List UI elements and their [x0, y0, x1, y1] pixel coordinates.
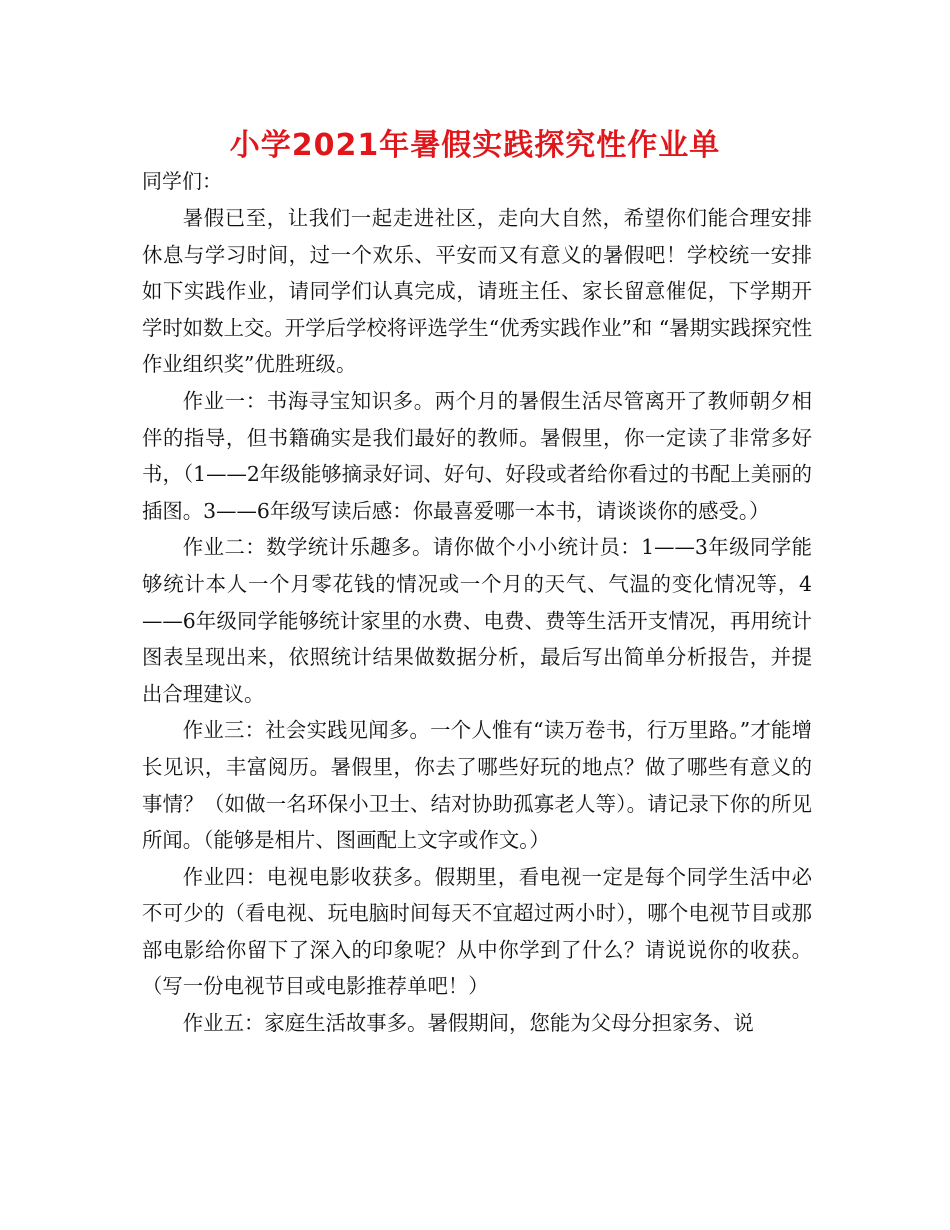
- assignment-one-paragraph: 作业一：书海寻宝知识多。两个月的暑假生活尽管离开了教师朝夕相伴的指导，但书籍确实是我们最好的教师。暑假里，你一定读了非常多好书，（1——2年级能够摘录好词、好句、好段或者给你看过的书配上美丽的插图。3——6年级写读后感：你最喜爱哪一本书，请谈谈你的感受。）: [142, 388, 812, 523]
- greeting-text: 同学们：: [142, 169, 222, 193]
- assignment-four-paragraph: 作业四：电视电影收获多。假期里，看电视一定是每个同学生活中必不可少的（看电视、玩电脑时间每天不宜超过两小时），哪个电视节目或那部电影给你留下了深入的印象呢？从中你学到了什么？请说说你的收获。（写一份电视节目或电影推荐单吧！）: [142, 864, 812, 999]
- document-title: 小学2021年暑假实践探究性作业单: [229, 128, 721, 163]
- assignment-three-paragraph: 作业三：社会实践见闻多。一个人惟有“读万卷书，行万里路。”才能增长见识，丰富阅历。暑假里，你去了哪些好玩的地点？做了哪些有意义的事情？（如做一名环保小卫士、结对协助孤寡老人等）。请记录下你的所见所闻。（能够是相片、图画配上文字或作文。）: [142, 718, 812, 853]
- assignment-five-paragraph: 作业五：家庭生活故事多。暑假期间，您能为父母分担家务、说: [182, 1011, 754, 1036]
- document-body: [142, 200, 812, 1042]
- assignment-two-paragraph: 作业二：数学统计乐趣多。请你做个小小统计员：1——3年级同学能够统计本人一个月零花钱的情况或一个月的天气、气温的变化情况等，4——6年级同学能够统计家里的水费、电费、费等生活开支情况，再用统计图表呈现出来，依照统计结果做数据分析，最后写出简单分析报告，并提出合理建议。: [142, 535, 812, 706]
- intro-paragraph: 暑假已至，让我们一起走进社区，走向大自然，希望你们能合理安排休息与学习时间，过一个欢乐、平安而又有意义的暑假吧！学校统一安排如下实践作业，请同学们认真完成，请班主任、家长留意催促，下学期开学时如数上交。开学后学校将评选学生“优秀实践作业”和 “暑期实践探究性作业组织奖”优胜班级。: [142, 206, 812, 377]
